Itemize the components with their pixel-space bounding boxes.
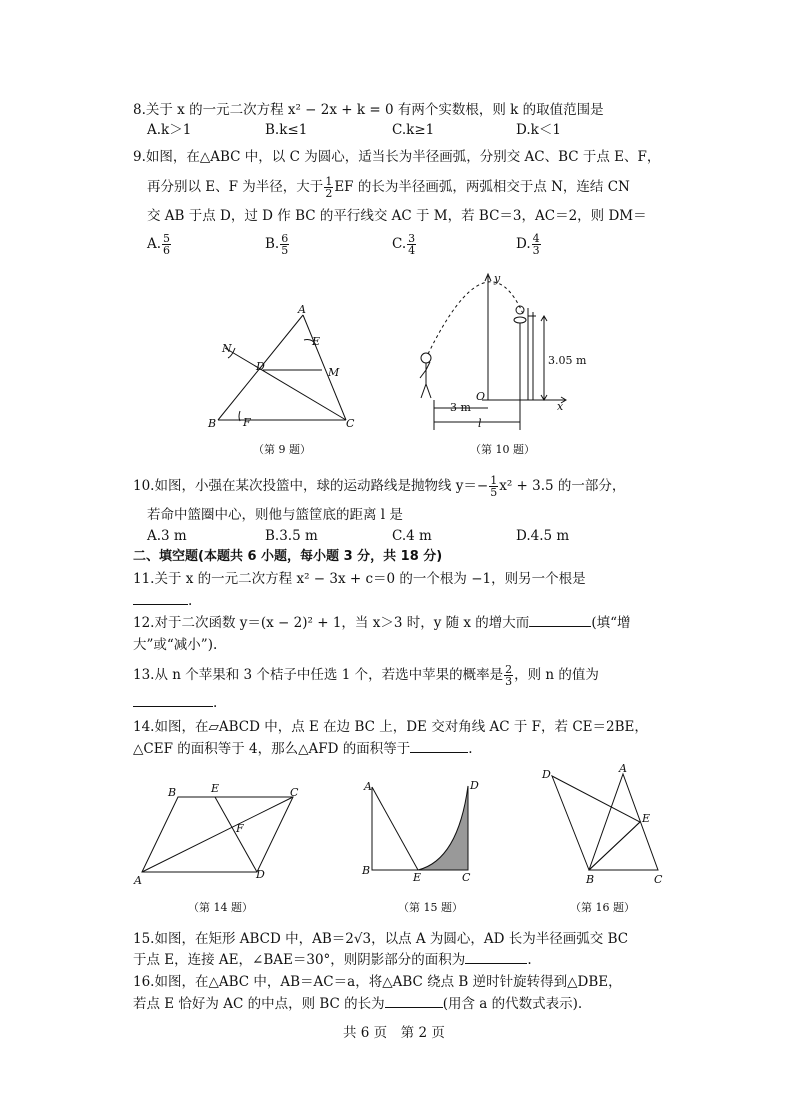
fig9-label-m: M xyxy=(328,366,340,379)
q16-answer-blank[interactable] xyxy=(385,1007,443,1008)
fig15-label-d: D xyxy=(470,779,479,792)
page-footer: 共 6 页 第 2 页 xyxy=(343,1025,445,1041)
q9-option-c: C. $\frac{3}{4}$ xyxy=(392,232,416,257)
figure-16 xyxy=(538,762,673,887)
fig14-caption: （第 14 题） xyxy=(188,901,253,914)
fig14-label-e: E xyxy=(211,782,220,795)
q9-option-b: B. $\frac{6}{5}$ xyxy=(265,232,289,257)
q10-option-c: C.4 m xyxy=(392,528,432,544)
q15-line1: 15.如图，在矩形 ABCD 中，AB＝2√3，以点 A 为圆心，AD 长为半径画弧交 BC xyxy=(133,931,629,947)
q9-line1: 9.如图，在△ABC 中，以 C 为圆心，适当长为半径画弧，分别交 AC、BC 于点 E、F， xyxy=(133,149,661,165)
figure-10 xyxy=(416,272,586,432)
q13-line1: 13.从 n 个苹果和 3 个桔子中任选 1 个，若选中苹果的概率是 $\frac{2}{3}$ ，则 n 的值为 xyxy=(133,663,599,688)
q10-line2: 若命中篮圈中心，则他与篮筐底的距离 l 是 xyxy=(147,507,403,523)
q12-line2: 大”或“减小”). xyxy=(133,637,218,653)
fig9-label-f: F xyxy=(243,416,251,429)
fig16-label-d: D xyxy=(542,768,551,781)
fig15-caption: （第 15 题） xyxy=(398,901,463,914)
q14-answer-blank[interactable] xyxy=(410,752,468,753)
q9-line2-b: EF 的长为半径画弧，两弧相交于点 N，连结 CN xyxy=(334,179,630,195)
q13-line2: . xyxy=(133,694,217,712)
fig9-label-c: C xyxy=(346,417,355,430)
fig9-label-a: A xyxy=(298,303,306,316)
figure-14 xyxy=(130,780,310,890)
q14-line1: 14.如图，在▱ABCD 中，点 E 在边 BC 上，DE 交对角线 AC 于 F，若 CE＝2BE， xyxy=(133,719,648,735)
fig10-l-label: l xyxy=(478,417,482,430)
q8-option-a: A.k＞1 xyxy=(147,122,192,138)
q11-answer-blank[interactable] xyxy=(133,604,188,605)
fig10-origin-label: O xyxy=(476,390,486,403)
q9-option-d: D. $\frac{4}{3}$ xyxy=(516,232,540,257)
q9-option-a: A. $\frac{5}{6}$ xyxy=(147,232,171,257)
q8-option-c: C.k≥1 xyxy=(392,122,435,138)
fig15-label-c: C xyxy=(462,871,471,884)
fig16-label-e: E xyxy=(642,812,651,825)
q9-line2-a: 再分别以 E、F 为半径，大于 xyxy=(147,179,324,195)
figure-9 xyxy=(200,300,370,435)
q10-fraction: $\frac{1}{5}$ xyxy=(490,474,498,499)
section-title: 二、填空题(本题共 6 小题，每小题 3 分，共 18 分) xyxy=(133,549,443,564)
fig10-height-label: 3.05 m xyxy=(548,354,587,367)
fig14-label-d: D xyxy=(256,868,265,881)
fig16-caption: （第 16 题） xyxy=(570,901,635,914)
q11-line2: . xyxy=(133,592,192,610)
fig16-label-b: B xyxy=(586,873,595,886)
figure-15 xyxy=(358,780,488,890)
q8-stem: 8.关于 x 的一元二次方程 x² − 2x + k = 0 有两个实数根，则 k 的取值范围是 xyxy=(133,102,604,118)
q8-option-d: D.k＜1 xyxy=(516,122,561,138)
fig9-label-n: N xyxy=(222,342,232,355)
fig10-distance-label: 3 m xyxy=(450,401,471,414)
q11-line1: 11.关于 x 的一元二次方程 x² − 3x + c＝0 的一个根为 −1，则另一个根是 xyxy=(133,571,586,587)
q9-line3: 交 AB 于点 D，过 D 作 BC 的平行线交 AC 于 M，若 BC＝3，AC＝2，则 DM＝ xyxy=(147,208,647,224)
q14-line2: △CEF 的面积等于 4，那么△AFD 的面积等于 . xyxy=(133,741,473,757)
fig15-label-b: B xyxy=(362,864,371,877)
q13-answer-blank[interactable] xyxy=(133,706,213,707)
fig10-caption: （第 10 题） xyxy=(470,443,535,456)
q8-option-b: B.k≤1 xyxy=(265,122,308,138)
fig15-label-a: A xyxy=(364,780,372,793)
fig14-label-f: F xyxy=(236,822,244,835)
fig10-x-label: x xyxy=(557,400,564,413)
fig10-y-label: y xyxy=(494,272,501,285)
q15-answer-blank[interactable] xyxy=(465,963,527,964)
fig16-label-c: C xyxy=(654,873,663,886)
q10-option-b: B.3.5 m xyxy=(265,528,318,544)
fig14-label-c: C xyxy=(290,786,299,799)
fig15-label-e: E xyxy=(413,871,422,884)
q9-fraction: $\frac{1}{2}$ xyxy=(325,175,333,200)
q10-option-d: D.4.5 m xyxy=(516,528,570,544)
fig9-caption: （第 9 题） xyxy=(253,443,311,456)
fig16-label-a: A xyxy=(619,762,627,775)
q10-option-a: A.3 m xyxy=(147,528,187,544)
q16-line2: 若点 E 恰好为 AC 的中点，则 BC 的长为 (用含 a 的代数式表示). xyxy=(133,996,583,1012)
fig9-label-e: E xyxy=(312,335,321,348)
fig9-label-b: B xyxy=(208,417,217,430)
q15-line2: 于点 E，连接 AE，∠BAE＝30°，则阴影部分的面积为 . xyxy=(133,952,532,968)
fig14-label-a: A xyxy=(134,874,142,887)
q12-answer-blank[interactable] xyxy=(529,626,591,627)
q9-line2 xyxy=(147,176,630,199)
q16-line1: 16.如图，在△ABC 中，AB＝AC＝a，将△ABC 绕点 B 逆时针旋转得到△DBE， xyxy=(133,974,622,990)
fig14-label-b: B xyxy=(168,786,177,799)
fig9-label-d: D xyxy=(256,360,265,373)
q12-line1: 12.对于二次函数 y＝(x − 2)² + 1，当 x＞3 时，y 随 x 的增大而 (填“增 xyxy=(133,615,631,631)
q10-line1: 10.如图，小强在某次投篮中，球的运动路线是抛物线 y＝− $\frac{1}{5}$ x² + 3.5 的一部分， xyxy=(133,474,626,499)
q13-fraction: $\frac{2}{3}$ xyxy=(505,663,513,688)
